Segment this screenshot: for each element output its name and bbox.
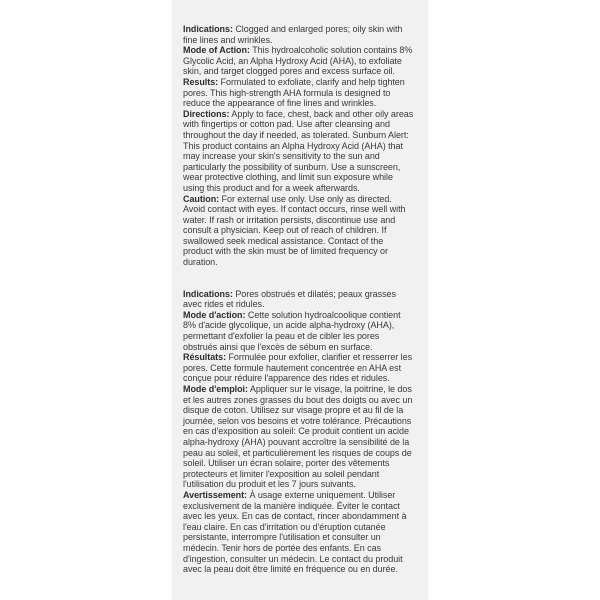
section-gap — [183, 268, 415, 289]
en-mode-of-action: Mode of Action: This hydroalcoholic solution contains 8% Glycolic Acid, an Alpha Hydroxy Acid (AHA), to exfoliate skin, and target clogged pores and excess surface oil. — [183, 45, 413, 77]
fr-indications: Indications: Pores obstrués et dilatés; peaux grasses avec rides et ridules. — [183, 288, 396, 310]
fr-mode-action: Mode d'action: Cette solution hydroalcoolique contient 8% d'acide glycolique, un acide alpha-hydroxy (AHA), permettant d'exfolier la peau et de cibler les pores obstrués ainsi que l'excès de sébum en surface. — [183, 309, 401, 352]
fr-resultats: Résultats: Formulée pour exfolier, clarifier et resserrer les pores. Cette formule hautement concentrée en AHA est conçue pour réduire l'apparence des rides et ridules. — [183, 352, 413, 384]
en-directions: Directions: Apply to face, chest, back and other oily areas with fingertips or cotton pad. Use after cleansing and throughout the day if needed, as tolerated. Sunburn Alert: This product contains an Alpha Hydroxy Acid (AHA) that may increase your skin's sensitivity to the sun and particularly the possibility of sunburn. Use a sunscreen, wear protective clothing, and limit sun exposure while using this product and for a week afterwards. — [183, 108, 414, 193]
label-text-block — [183, 24, 415, 575]
en-caution: Caution: For external use only. Use only as directed. Avoid contact with eyes. If contact occurs, rinse well with water. If rash or irritation persists, discontinue use and consult a physician. Keep out of reach of children. If swallowed seek medical assistance. Contact of the product with the skin must be of limited frequency or duration. — [183, 193, 406, 268]
en-results: Results: Formulated to exfoliate, clarify and help tighten pores. This high-strength AHA formula is designed to reduce the appearance of fine lines and wrinkles. — [183, 76, 405, 109]
fr-mode-emploi: Mode d'emploi: Appliquer sur le visage, la poitrine, le dos et les autres zones grasses du bout des doigts ou avec un disque de coton. Utilisez sur visage propre et au fil de la journée, selon vos besoins et votre tolérance. Précautions en cas d'exposition au soleil: Ce produit contient un acide alpha-hydroxy (AHA) pouvant accroître la sensibilité de la peau au soleil, et particulièrement les risques de coups de soleil. Utiliser un écran solaire, porter des vêtements protecteurs et limiter l'exposition au soleil pendant l'utilisation du produit et les 7 jours suivants. — [183, 384, 413, 490]
fr-avertissement: Avertissement: À usage externe uniquement. Utiliser exclusivement de la manière indiquée. Éviter le contact avec les yeux. En cas de contact, rincer abondamment à l'eau claire. En cas d'irritation ou d'éruption cutanée persistante, interrompre l'utilisation et consulter un médecin. Tenir hors de portée des enfants. En cas d'ingestion, consulter un médecin. Le contact du produit avec la peau doit être limité en fréquence ou en durée. — [183, 489, 407, 575]
en-indications: Indications: Clogged and enlarged pores; oily skin with fine lines and wrinkles. — [183, 24, 403, 45]
